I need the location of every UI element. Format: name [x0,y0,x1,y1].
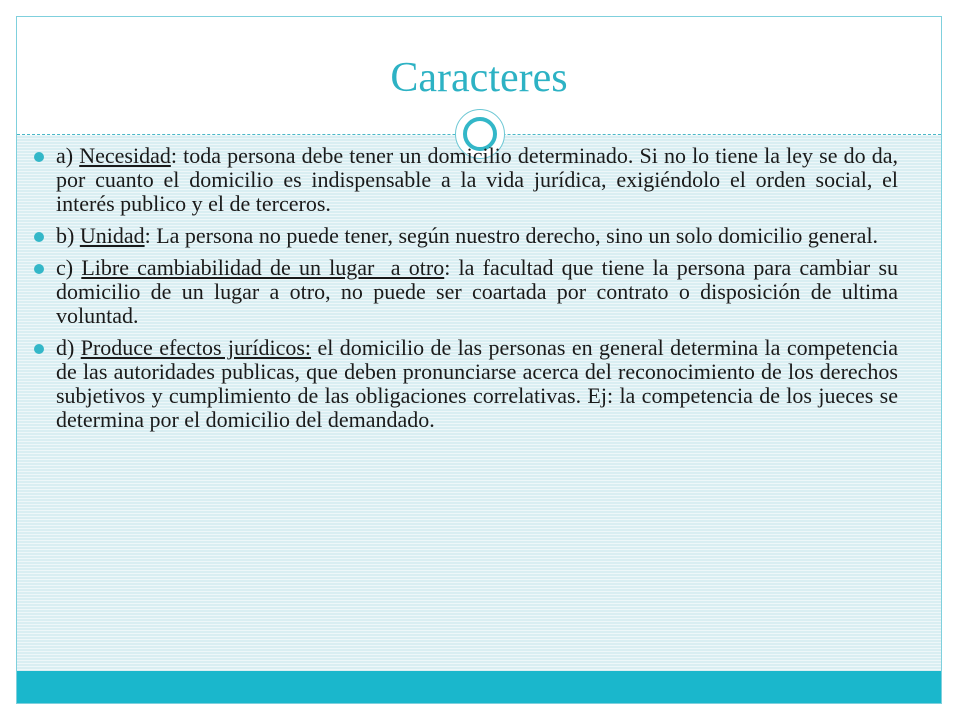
item-prefix: d) [56,335,81,360]
list-item [30,144,898,216]
bullet-list [30,144,898,440]
slide-title: Caracteres [390,55,568,101]
list-item [30,224,898,248]
list-item [30,256,898,328]
bullet-dot-icon [34,152,44,162]
bullet-dot-icon [34,344,44,354]
item-term: Produce efectos jurídicos: [80,335,312,360]
item-text: : toda persona debe tener un domicilio determinado. Si no lo tiene la ley se do da, por cuanto el domicilio es indispensable a la vida jurídica, exigiéndolo el orden social, el interés publico y el de terceros. [56,143,899,216]
item-term: Libre cambiabilidad de un lugar a otro [81,255,445,280]
item-prefix: b) [56,223,80,248]
item-term: Unidad [79,223,145,248]
bullet-dot-icon [34,264,44,274]
item-term: Necesidad [79,143,171,168]
item-prefix: a) [56,143,80,168]
item-text: : La persona no puede tener, según nuestro derecho, sino un solo domicilio general. [144,223,879,248]
list-item [30,336,898,432]
item-prefix: c) [56,255,82,280]
item-text: el domicilio de las personas en general determina la competencia de las autoridades publicas, que deben pronunciarse acerca del reconocimiento de los derechos subjetivos y cumplimiento de las obligaciones correlativas. Ej: la competencia de los jueces se determina por el domicilio del demandado. [56,335,898,432]
item-text: : la facultad que tiene la persona para cambiar su domicilio de un lugar a otro, no puede ser coartada por contrato o disposición de ultima voluntad. [56,255,899,328]
bottom-bar [17,671,941,704]
bullet-dot-icon [34,232,44,242]
